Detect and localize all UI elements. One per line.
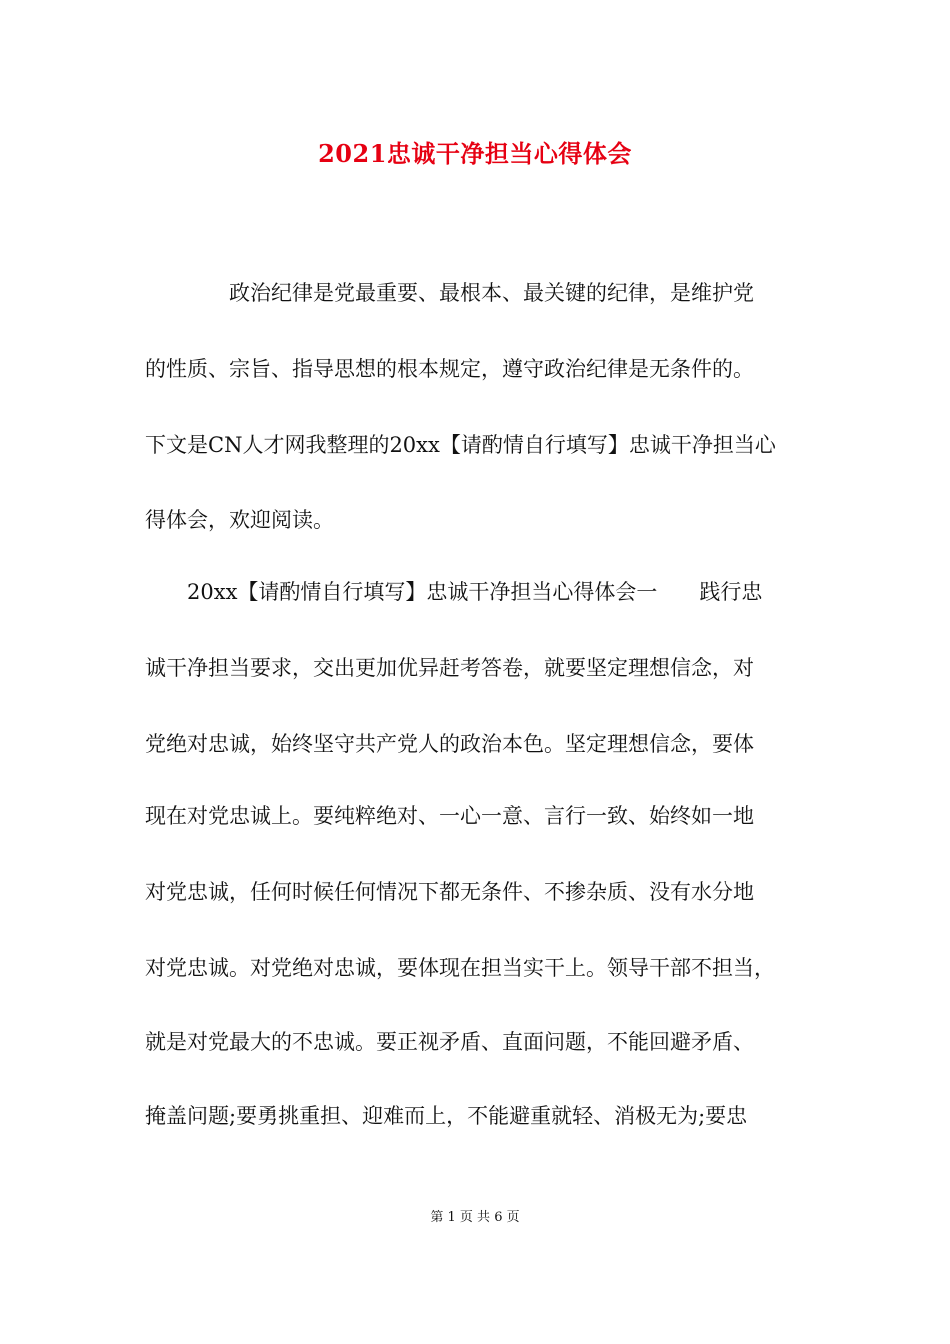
paragraph-line: 党绝对忠诚，始终坚守共产党人的政治本色。坚定理想信念，要体 [145, 732, 754, 756]
paragraph-line: 对党忠诚。对党绝对忠诚，要体现在担当实干上。领导干部不担当， [145, 956, 775, 980]
paragraph-line: 的性质、宗旨、指导思想的根本规定，遵守政治纪律是无条件的。 [145, 357, 754, 381]
document-title: 2021忠诚干净担当心得体会 [318, 139, 632, 168]
paragraph-line: 现在对党忠诚上。要纯粹绝对、一心一意、言行一致、始终如一地 [145, 804, 754, 828]
paragraph-line: 20xx【请酌情自行填写】忠诚干净担当心得体会一 践行忠 [145, 580, 763, 604]
paragraph-line: 下文是CN人才网我整理的20xx【请酌情自行填写】忠诚干净担当心 [145, 433, 776, 457]
paragraph-line: 诚干净担当要求，交出更加优异赶考答卷，就要坚定理想信念，对 [145, 656, 754, 680]
paragraph-line: 得体会，欢迎阅读。 [145, 508, 334, 532]
paragraph-line: 政治纪律是党最重要、最根本、最关键的纪律，是维护党 [145, 281, 754, 305]
paragraph-line: 掩盖问题;要勇挑重担、迎难而上，不能避重就轻、消极无为;要忠 [145, 1104, 748, 1128]
paragraph-line: 对党忠诚，任何时候任何情况下都无条件、不掺杂质、没有水分地 [145, 880, 754, 904]
page-footer: 第 1 页 共 6 页 [430, 1210, 520, 1225]
paragraph-line: 就是对党最大的不忠诚。要正视矛盾、直面问题，不能回避矛盾、 [145, 1030, 754, 1054]
